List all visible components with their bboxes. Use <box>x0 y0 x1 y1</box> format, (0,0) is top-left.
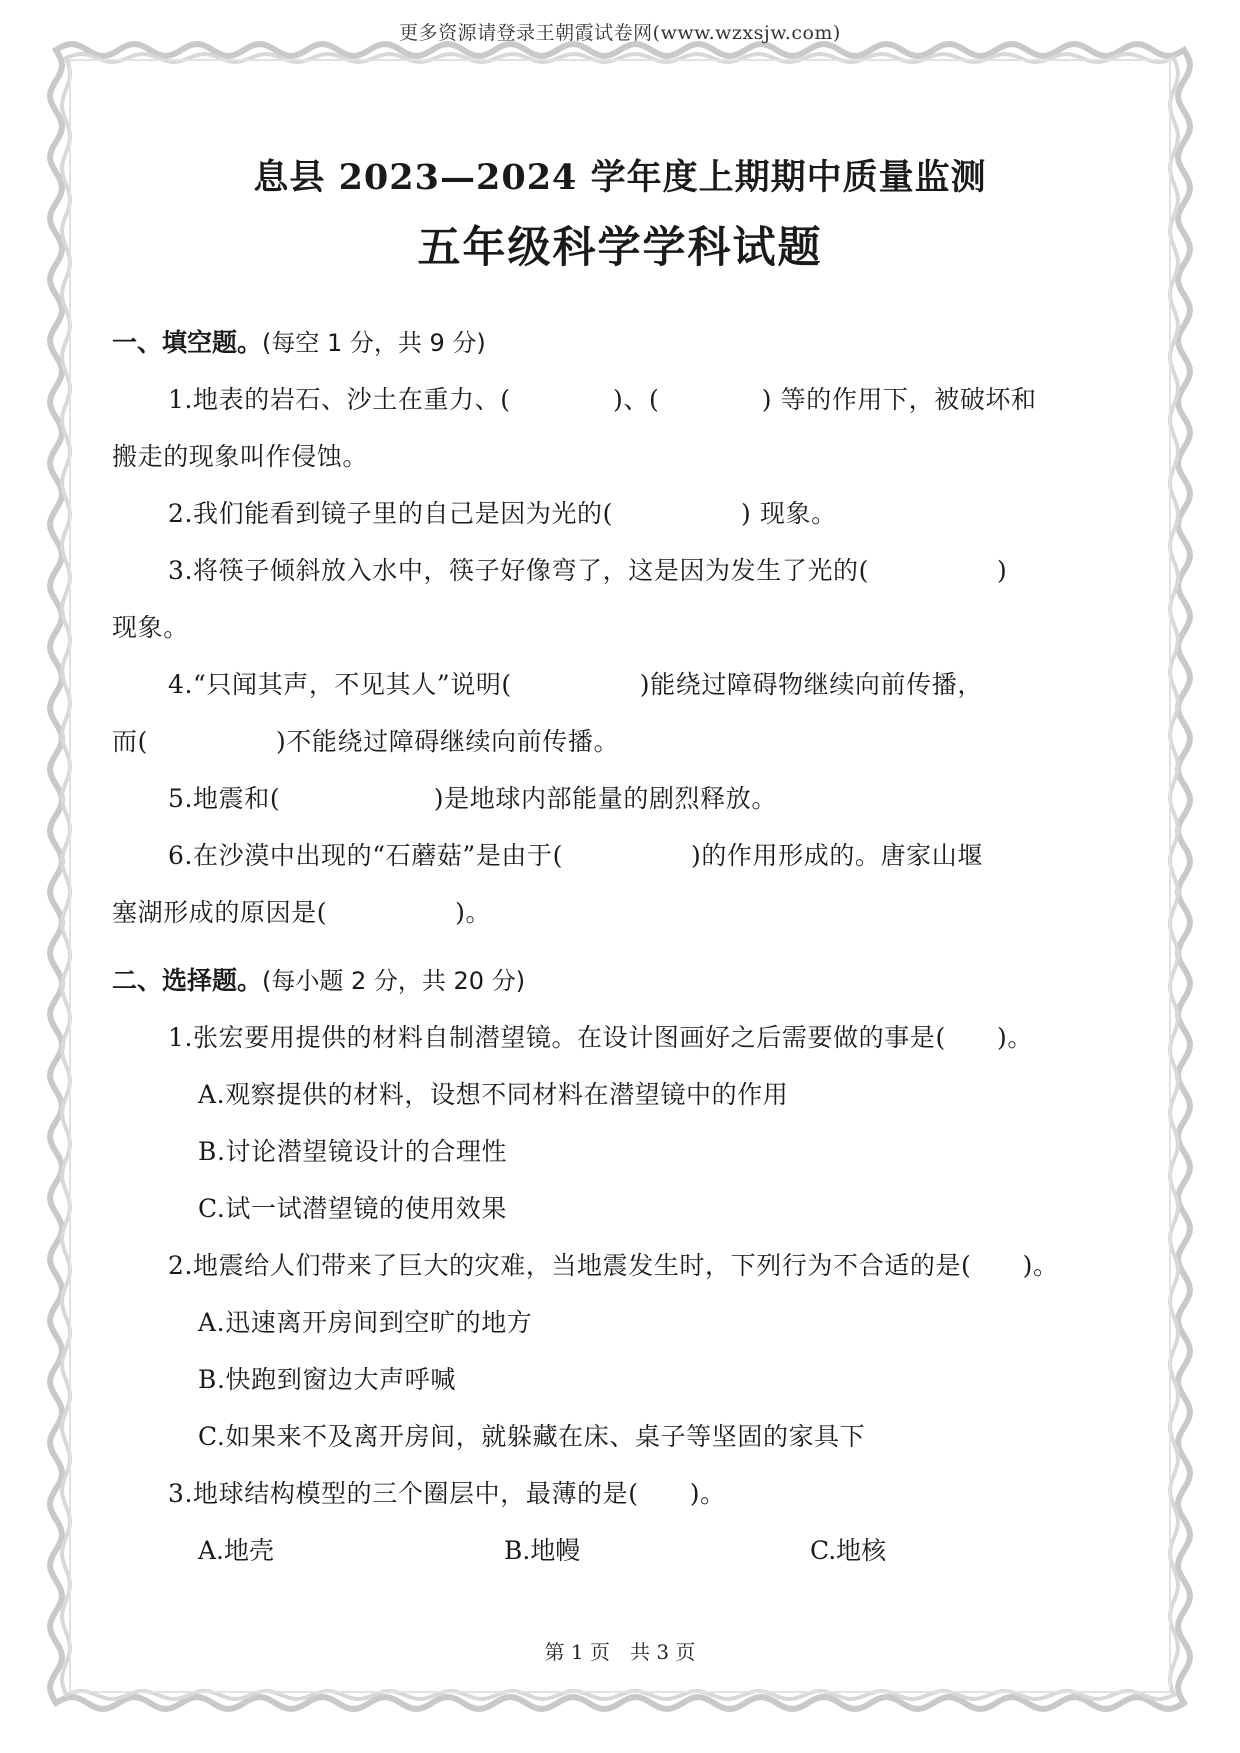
choice-question-2-option-c: C.如果来不及离开房间，就躲藏在床、桌子等坚固的家具下 <box>198 1422 866 1451</box>
watermark-source-text: 更多资源请登录王朝霞试卷网(www.wzxsjw.com) <box>399 22 841 44</box>
fill-question-3-line2: 现象。 <box>112 613 189 642</box>
choice-question-1-option-a: A.观察提供的材料，设想不同材料在潜望镜中的作用 <box>198 1080 789 1109</box>
fill-question-4-line2: 而( )不能绕过障碍继续向前传播。 <box>112 727 620 756</box>
choice-question-1-option-b: B.讨论潜望镜设计的合理性 <box>198 1137 508 1166</box>
exam-page-content <box>112 150 1128 1579</box>
choice-question-1-option-c: C.试一试潜望镜的使用效果 <box>198 1194 507 1223</box>
fill-question-6-line1: 6.在沙漠中出现的“石蘑菇”是由于( )的作用形成的。唐家山堰 <box>168 841 983 870</box>
fill-question-2: 2.我们能看到镜子里的自己是因为光的( ) 现象。 <box>168 499 837 528</box>
fill-question-4-line1: 4.“只闻其声，不见其人”说明( )能绕过障碍物继续向前传播， <box>168 670 983 699</box>
choice-question-1-stem: 1.张宏要用提供的材料自制潜望镜。在设计图画好之后需要做的事是( )。 <box>168 1023 1033 1052</box>
section1-heading <box>112 315 1128 371</box>
choice-question-3-stem: 3.地球结构模型的三个圈层中，最薄的是( )。 <box>168 1479 726 1508</box>
choice-question-3-option-c: C.地核 <box>810 1536 887 1565</box>
choice-question-3-option-b: B.地幔 <box>504 1536 581 1565</box>
fill-question-3-line1: 3.将筷子倾斜放入水中，筷子好像弯了，这是因为发生了光的( ) <box>168 556 1008 585</box>
exam-title-line2: 五年级科学学科试题 <box>417 223 823 273</box>
fill-question-6-line2: 塞湖形成的原因是( )。 <box>112 898 492 927</box>
choice-question-2-option-b: B.快跑到窗边大声呼喊 <box>198 1365 456 1394</box>
choice-question-2-option-a: A.迅速离开房间到空旷的地方 <box>198 1308 533 1337</box>
page-number-footer: 第 1 页 共 3 页 <box>544 1640 696 1664</box>
choice-question-3-options <box>112 1522 1128 1579</box>
fill-question-1-line2: 搬走的现象叫作侵蚀。 <box>112 442 369 471</box>
section2-title: 二、选择题。 <box>112 966 263 995</box>
exam-title-line1: 息县 2023—2024 学年度上期期中质量监测 <box>253 157 987 198</box>
section1-score: (每空 1 分，共 9 分) <box>262 329 486 357</box>
section1-title: 一、填空题。 <box>112 328 263 357</box>
section2-score: (每小题 2 分，共 20 分) <box>262 967 526 995</box>
choice-question-2-stem: 2.地震给人们带来了巨大的灾难，当地震发生时，下列行为不合适的是( )。 <box>168 1251 1059 1280</box>
section2-heading <box>112 953 1128 1009</box>
fill-question-1-line1: 1.地表的岩石、沙土在重力、( )、( ) 等的作用下，被破坏和 <box>168 385 1037 414</box>
choice-question-3-option-a: A.地壳 <box>198 1536 275 1565</box>
fill-question-5: 5.地震和( )是地球内部能量的剧烈释放。 <box>168 784 777 813</box>
